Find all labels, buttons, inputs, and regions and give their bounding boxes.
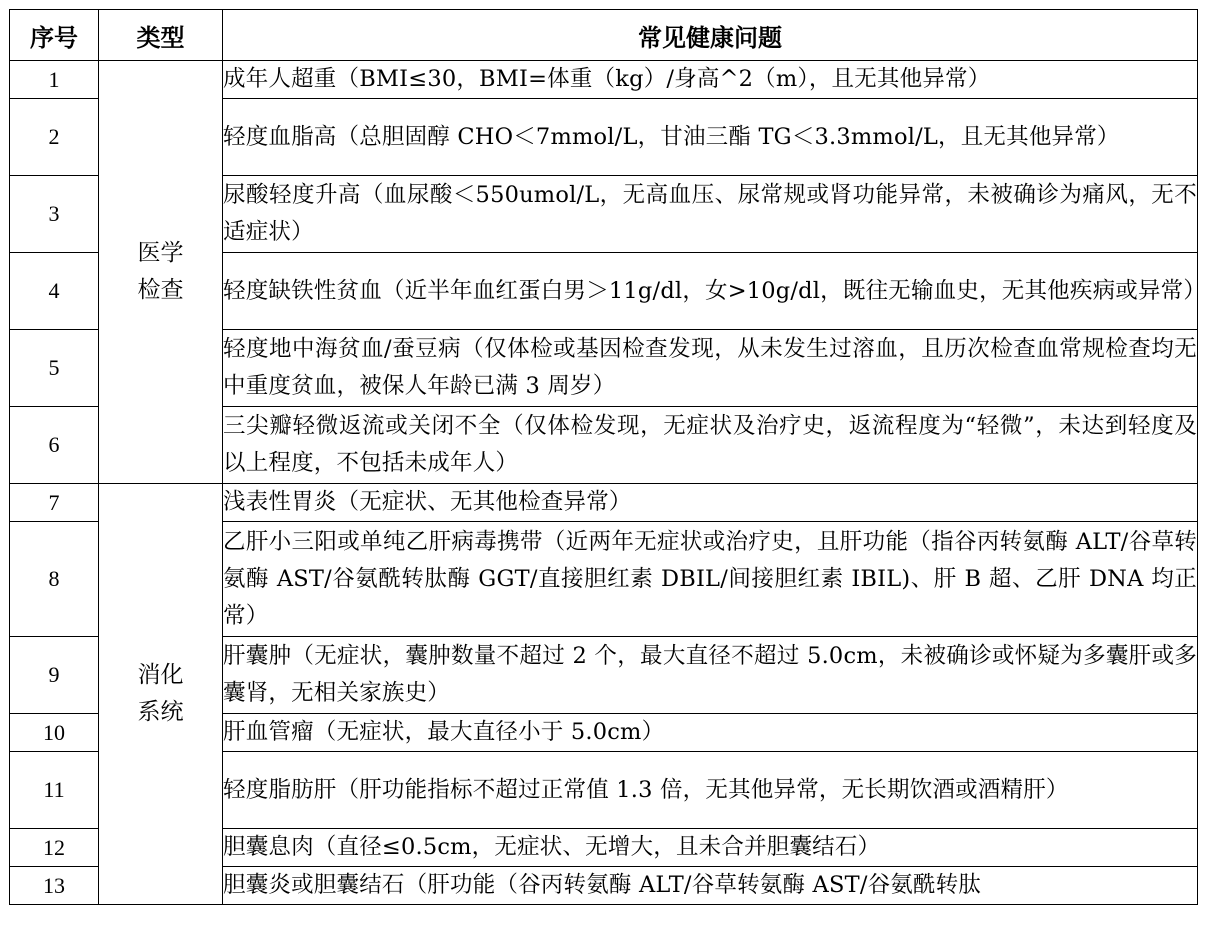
row-number: 6 [10,407,99,484]
header-type: 类型 [99,10,223,61]
issue-text: 轻度脂肪肝（肝功能指标不超过正常值 1.3 倍，无其他异常，无长期饮酒或酒精肝） [223,752,1198,829]
row-number: 7 [10,484,99,522]
row-number: 9 [10,637,99,714]
issue-text: 乙肝小三阳或单纯乙肝病毒携带（近两年无症状或治疗史，且肝功能（指谷丙转氨酶 ALT/谷草转氨酶 AST/谷氨酰转肽酶 GGT/直接胆红素 DBIL/间接胆红素 IBIL)、肝 B 超、乙肝 DNA 均正常） [223,522,1198,637]
row-number: 4 [10,253,99,330]
row-number: 13 [10,867,99,905]
row-number: 11 [10,752,99,829]
issue-text: 轻度地中海贫血/蚕豆病（仅体检或基因检查发现，从未发生过溶血，且历次检查血常规检查均无中重度贫血，被保人年龄已满 3 周岁） [223,330,1198,407]
table-row [10,61,1198,99]
row-number: 2 [10,99,99,176]
issue-text: 三尖瓣轻微返流或关闭不全（仅体检发现，无症状及治疗史，返流程度为“轻微”，未达到轻度及以上程度，不包括未成年人） [223,407,1198,484]
issue-text: 尿酸轻度升高（血尿酸＜550umol/L，无高血压、尿常规或肾功能异常，未被确诊为痛风，无不适症状） [223,176,1198,253]
issue-text: 胆囊炎或胆囊结石（肝功能（谷丙转氨酶 ALT/谷草转氨酶 AST/谷氨酰转肽 [223,867,1198,905]
health-issues-table [9,9,1207,905]
category-label: 消化系统 [137,662,184,725]
table-row [10,484,1198,522]
category-cell-digestive [99,484,223,905]
row-number: 10 [10,714,99,752]
row-number: 12 [10,829,99,867]
issue-text: 轻度缺铁性贫血（近半年血红蛋白男＞11g/dl，女>10g/dl，既往无输血史，无其他疾病或异常） [223,253,1198,330]
issue-text: 成年人超重（BMI≤30，BMI=体重（kg）/身高^2（m），且无其他异常） [223,61,1198,99]
row-number: 8 [10,522,99,637]
category-label: 医学检查 [137,240,184,303]
header-issue: 常见健康问题 [223,10,1198,61]
header-row [10,10,1198,61]
issue-text: 轻度血脂高（总胆固醇 CHO＜7mmol/L，甘油三酯 TG＜3.3mmol/L，且无其他异常） [223,99,1198,176]
issue-text: 胆囊息肉（直径≤0.5cm，无症状、无增大，且未合并胆囊结石） [223,829,1198,867]
issue-text: 浅表性胃炎（无症状、无其他检查异常） [223,484,1198,522]
header-seq: 序号 [10,10,99,61]
category-cell-medical [99,61,223,484]
row-number: 1 [10,61,99,99]
row-number: 5 [10,330,99,407]
issue-text: 肝血管瘤（无症状，最大直径小于 5.0cm） [223,714,1198,752]
row-number: 3 [10,176,99,253]
issue-text: 肝囊肿（无症状，囊肿数量不超过 2 个，最大直径不超过 5.0cm，未被确诊或怀疑为多囊肝或多囊肾，无相关家族史） [223,637,1198,714]
